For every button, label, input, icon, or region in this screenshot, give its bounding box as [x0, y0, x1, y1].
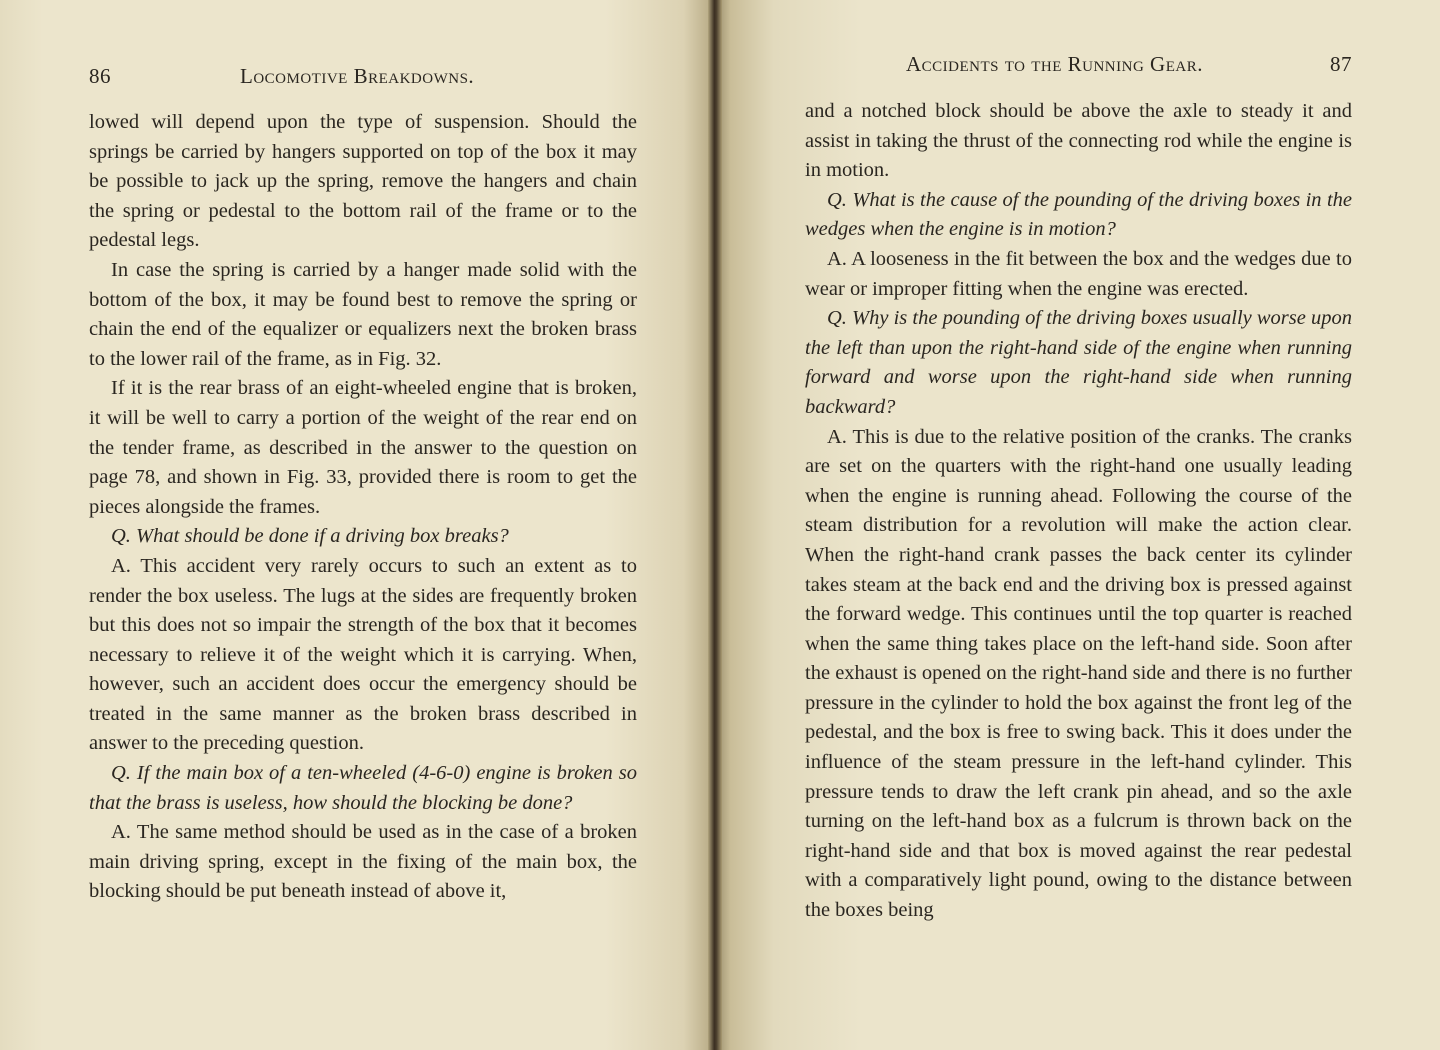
answer: A. This accident very rarely occurs to such an extent as to render the box useless. The lugs at the sides are frequently broken but this does not so impair the strength of the box that it becomes necessary to relieve it of the weight which it is carrying. When, however, such an accident does occur the emergency should be treated in the same manner as the broken brass described in answer to the preceding question.: [89, 554, 637, 755]
left-page: [0, 0, 712, 1050]
answer: A. The same method should be used as in the case of a broken main driving spring, except in the fixing of the main box, the blocking should be put beneath instead of above it,: [89, 821, 637, 903]
paragraph: In case the spring is carried by a hanger made solid with the bottom of the box, it may be found best to remove the spring or chain the end of the equalizer or equalizers next the broken brass to the lower rail of the frame, as in Fig. 32.: [89, 258, 637, 370]
question: Q. What should be done if a driving box breaks?: [111, 525, 509, 548]
paragraph: and a notched block should be above the axle to steady it and assist in taking the thrust of the connecting rod while the engine is in motion.: [805, 100, 1352, 182]
right-running-head: Accidents to the Running Gear.: [906, 52, 1203, 76]
paragraph: lowed will depend upon the type of suspension. Should the springs be carried by hangers supported on top of the box it may be possible to jack up the spring, remove the hangers and chain the spring or pedestal to the bottom rail of the frame or to the pedestal legs.: [89, 111, 637, 252]
left-body-text: [89, 108, 637, 907]
left-running-head: Locomotive Breakdowns.: [240, 64, 475, 88]
right-page-number: 87: [1330, 52, 1352, 76]
left-page-number: 86: [89, 64, 111, 88]
book-gutter: [708, 0, 722, 1050]
answer: A. This is due to the relative position of the cranks. The cranks are set on the quarters with the right-hand one usually leading when the engine is running ahead. Following the course of the steam distribution for a revolution will make the action clear. When the right-hand crank passes the back center its cylinder takes steam at the back end and the driving box is pressed against the forward wedge. This continues until the top quarter is reached when the same thing takes place on the left-hand side. Soon after the exhaust is opened on the right-hand side and there is no further pressure in the cylinder to hold the box against the front leg of the pedestal, and the box is free to swing back. This it does under the influence of the steam pressure in the left-hand cylinder. This pressure tends to draw the left crank pin ahead, and so the axle turning on the left-hand box as a fulcrum is thrown back on the right-hand side and that box is moved against the rear pedestal with a comparatively light pound, owing to the distance between the boxes being: [805, 425, 1352, 922]
question: Q. Why is the pounding of the driving boxes usually worse upon the left than upon the right-hand side of the engine when running forward and worse upon the right-hand side when running backward?: [805, 307, 1352, 418]
answer: A. A looseness in the fit between the box and the wedges due to wear or improper fitting when the engine was erected.: [805, 247, 1352, 300]
question: Q. If the main box of a ten-wheeled (4-6-0) engine is broken so that the brass is useless, how should the blocking be done?: [89, 762, 637, 814]
paragraph: If it is the rear brass of an eight-wheeled engine that is broken, it will be well to carry a portion of the weight of the rear end on the tender frame, as described in the answer to the question on page 78, and shown in Fig. 33, provided there is room to get the pieces alongside the frames.: [89, 377, 637, 518]
question: Q. What is the cause of the pounding of the driving boxes in the wedges when the engine is in motion?: [805, 188, 1352, 241]
right-body-text: [805, 97, 1352, 926]
right-page: [716, 0, 1440, 1050]
